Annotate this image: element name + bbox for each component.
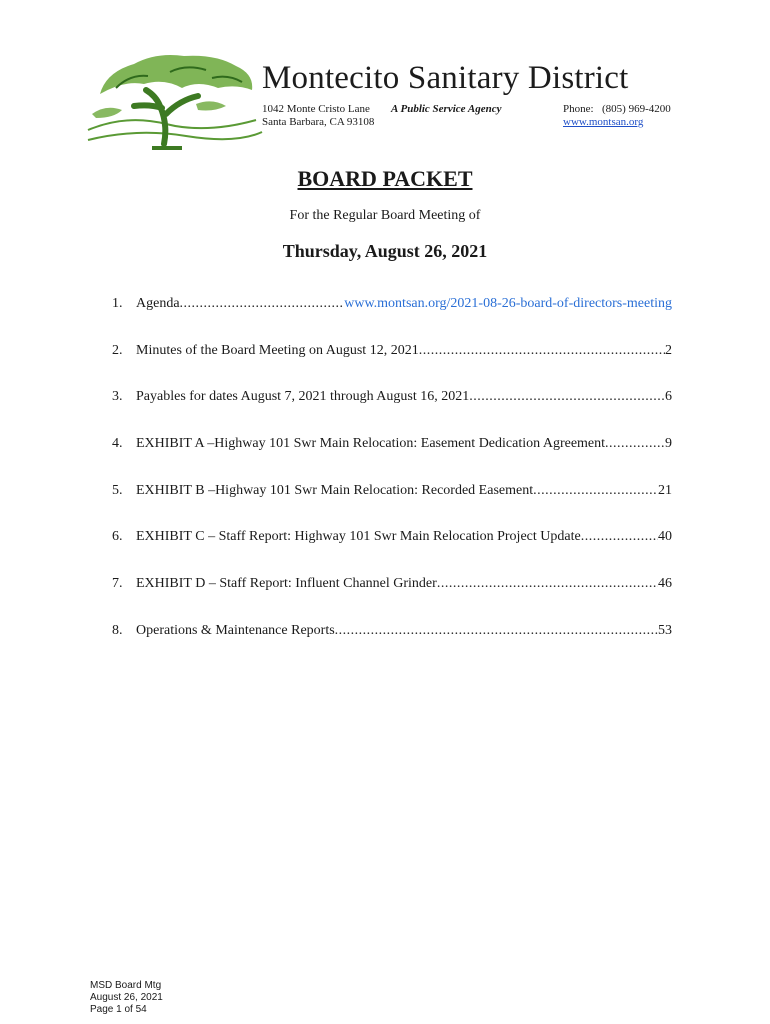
website-link[interactable]: www.montsan.org [563, 116, 644, 128]
toc-item [112, 436, 672, 456]
toc-item [112, 343, 672, 363]
footer-meeting-label: MSD Board Mtg [90, 980, 162, 991]
toc-item-page: 53 [658, 622, 672, 638]
dot-leader [581, 529, 658, 545]
dot-leader [469, 389, 665, 405]
toc-item [112, 389, 672, 409]
toc-item-number: 2. [112, 342, 123, 358]
footer-page-number: Page 1 of 54 [90, 1004, 147, 1015]
toc-item [112, 623, 672, 643]
toc-item-title: EXHIBIT B –Highway 101 Swr Main Relocation: Recorded Easement [136, 482, 534, 498]
meeting-date: Thursday, August 26, 2021 [282, 241, 488, 261]
toc-item-number: 1. [112, 296, 123, 311]
dot-leader [180, 296, 345, 312]
toc-item-number: 3. [112, 389, 123, 405]
toc-item [112, 296, 672, 316]
dot-leader [437, 576, 658, 592]
toc-item-title: EXHIBIT C – Staff Report: Highway 101 Swr Main Relocation Project Update [136, 529, 581, 545]
address-line-2: Santa Barbara, CA 93108 [262, 116, 375, 128]
toc-item-page: 9 [665, 436, 672, 452]
dot-leader [533, 483, 658, 499]
toc-item [112, 483, 672, 503]
address-line-1: 1042 Monte Cristo Lane [262, 103, 370, 115]
page-footer [90, 980, 163, 1016]
toc-item-title: Payables for dates August 7, 2021 through August 16, 2021 [136, 389, 470, 405]
toc-item-title: EXHIBIT A –Highway 101 Swr Main Relocation: Easement Dedication Agreement [136, 436, 606, 452]
toc-item-page: 2 [665, 342, 672, 358]
toc-item-page: 40 [658, 529, 672, 545]
toc-item-title: Operations & Maintenance Reports [136, 622, 335, 638]
agenda-link[interactable]: www.montsan.org/2021-08-26-board-of-directors-meeting [344, 296, 672, 311]
organization-name: Montecito Sanitary District [262, 60, 629, 96]
toc-item-title: Minutes of the Board Meeting on August 12, 2021 [136, 342, 419, 358]
phone-label: Phone: [563, 103, 594, 115]
packet-subtitle: For the Regular Board Meeting of [289, 208, 481, 223]
toc-item-number: 4. [112, 436, 123, 452]
toc-item-page: 21 [658, 482, 672, 498]
dot-leader [605, 436, 665, 452]
toc-item-title: EXHIBIT D – Staff Report: Influent Channel Grinder [136, 576, 437, 592]
toc-item [112, 529, 672, 549]
table-of-contents [112, 296, 672, 670]
packet-title: BOARD PACKET [297, 166, 473, 191]
toc-item-page: 46 [658, 576, 672, 592]
dot-leader [419, 343, 665, 359]
phone-number: (805) 969-4200 [602, 103, 671, 115]
dot-leader [335, 623, 658, 639]
toc-item [112, 576, 672, 596]
tree-logo-icon [86, 44, 266, 154]
toc-item-number: 6. [112, 529, 123, 545]
toc-item-number: 7. [112, 576, 123, 592]
tagline: A Public Service Agency [391, 103, 502, 115]
footer-date: August 26, 2021 [90, 992, 163, 1003]
toc-item-number: 8. [112, 622, 123, 638]
toc-item-page: 6 [665, 389, 672, 405]
toc-item-title: Agenda [136, 296, 180, 311]
toc-item-number: 5. [112, 482, 123, 498]
